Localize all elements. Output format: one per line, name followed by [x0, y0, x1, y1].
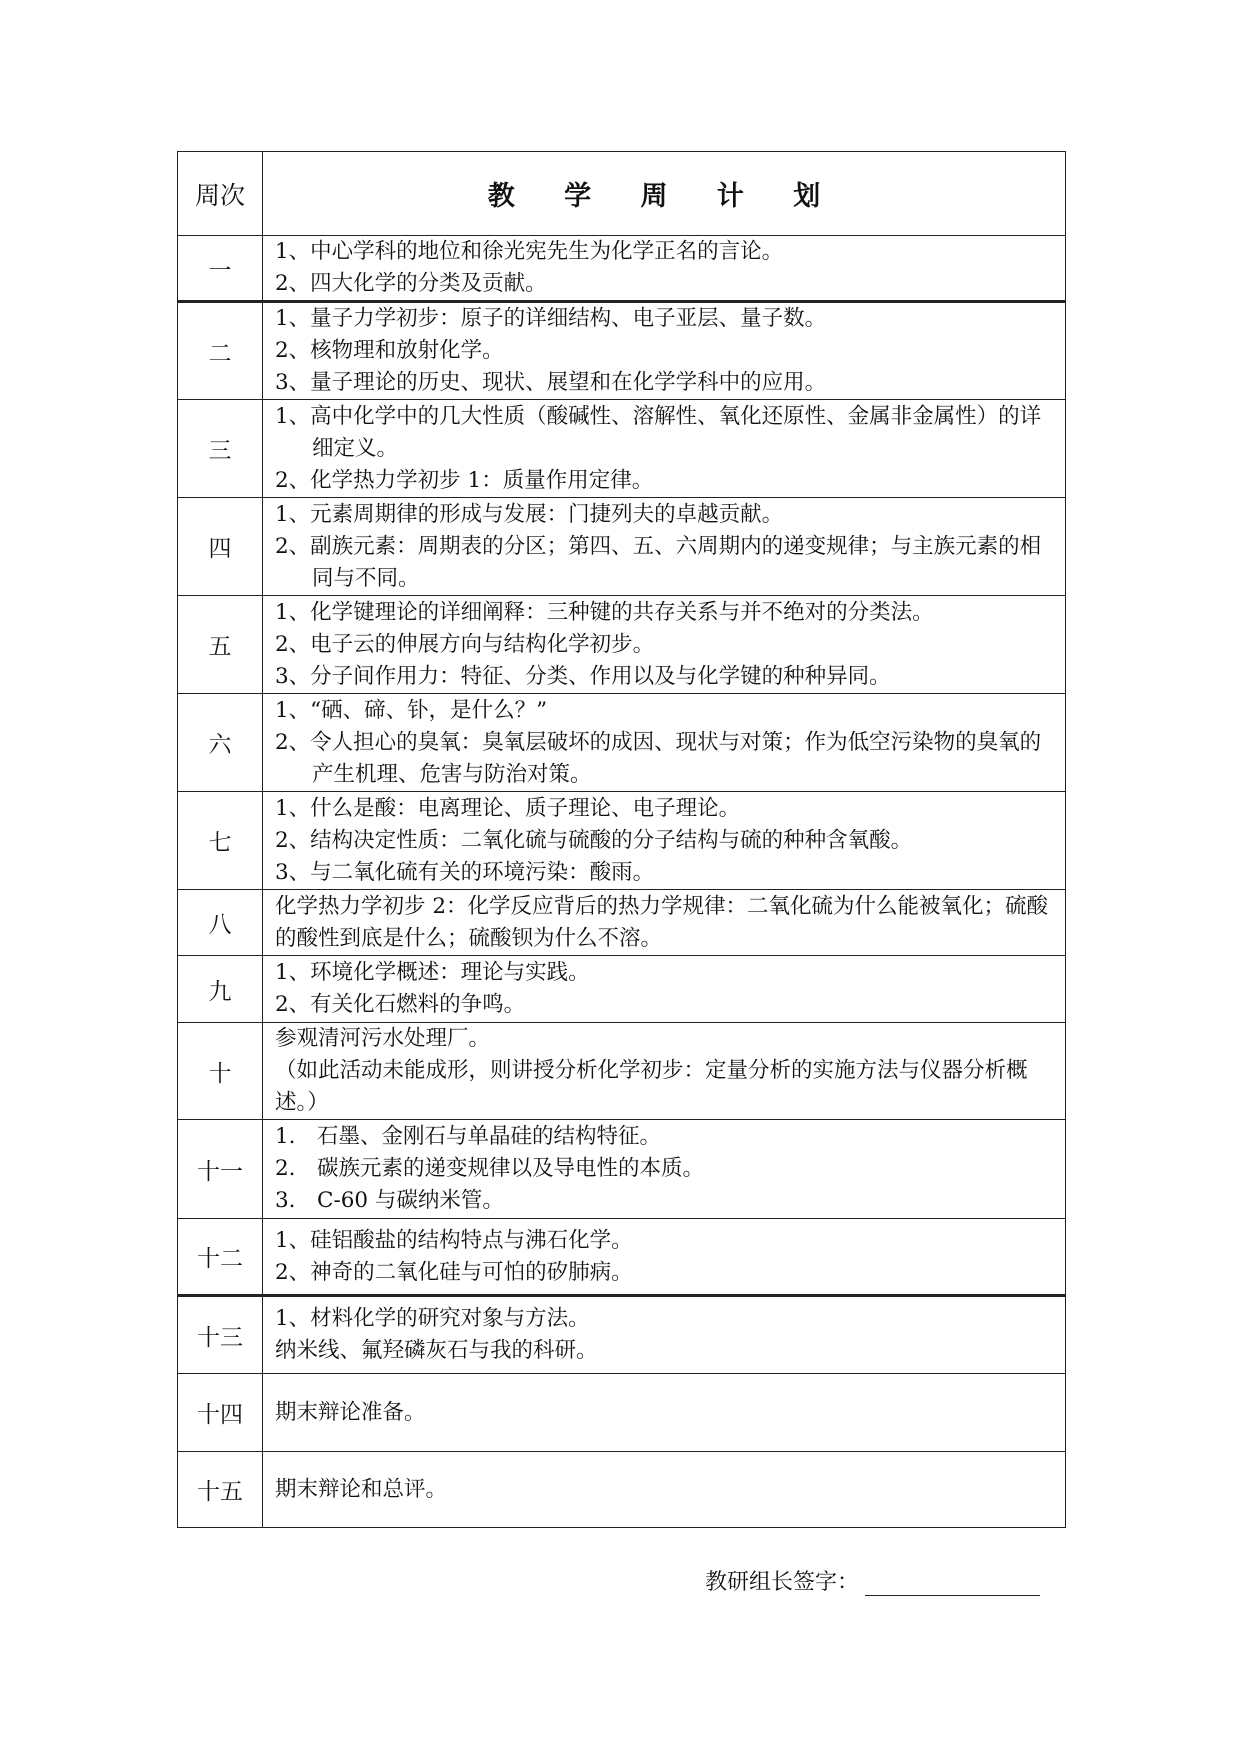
plan-line: 化学热力学初步 2：化学反应背后的热力学规律：二氧化硫为什么能被氧化；硫酸的酸性到底是什么；硫酸钡为什么不溶。 [275, 893, 1049, 951]
plan-line: 2、化学热力学初步 1：质量作用定律。 [275, 467, 654, 493]
plan-line: 3. C-60 与碳纳米管。 [275, 1188, 504, 1213]
table-row [178, 694, 1066, 792]
table-row [178, 792, 1066, 890]
signature-label: 教研组长签字： [705, 1570, 860, 1595]
plan-line: 2、结构决定性质：二氧化硫与硫酸的分子结构与硫的种种含氧酸。 [275, 827, 913, 853]
week-cell: 九 [178, 956, 263, 1023]
content-cell [263, 694, 1066, 792]
signature-line[interactable] [865, 1573, 1040, 1596]
week-cell: 六 [178, 694, 263, 792]
table-row [178, 596, 1066, 694]
table-row [178, 302, 1066, 400]
table-header-row [178, 152, 1066, 236]
week-cell: 七 [178, 792, 263, 890]
plan-line: 1、中心学科的地位和徐光宪先生为化学正名的言论。 [275, 239, 784, 264]
week-cell: 十四 [178, 1374, 263, 1452]
content-cell [263, 400, 1066, 498]
content-cell [263, 1023, 1066, 1120]
week-cell: 二 [178, 302, 263, 400]
plan-line: 期末辩论和总评。 [275, 1476, 448, 1502]
plan-line: （如此活动未能成形，则讲授分析化学初步：定量分析的实施方法与仪器分析概述。） [275, 1058, 1028, 1115]
plan-line: 1、硅铝酸盐的结构特点与沸石化学。 [275, 1227, 633, 1253]
plan-line: 2、电子云的伸展方向与结构化学初步。 [275, 631, 655, 657]
week-cell: 十 [178, 1023, 263, 1120]
week-cell: 三 [178, 400, 263, 498]
week-cell: 五 [178, 596, 263, 694]
content-cell [263, 792, 1066, 890]
plan-line: 3、量子理论的历史、现状、展望和在化学学科中的应用。 [275, 370, 827, 395]
plan-line: 2、四大化学的分类及贡献。 [275, 271, 547, 296]
plan-line: 2、有关化石燃料的争鸣。 [275, 992, 526, 1017]
content-cell [263, 1219, 1066, 1296]
plan-line: 2、副族元素：周期表的分区；第四、五、六周期内的递变规律；与主族元素的相同与不同。 [275, 533, 1042, 591]
plan-line: 2. 碳族元素的递变规律以及导电性的本质。 [275, 1156, 705, 1181]
content-cell [263, 302, 1066, 400]
table-row [178, 890, 1066, 956]
table-row [178, 1219, 1066, 1296]
content-cell [263, 236, 1066, 302]
content-cell [263, 1452, 1066, 1528]
plan-line: 1、材料化学的研究对象与方法。 [275, 1306, 590, 1331]
plan-line: 期末辩论准备。 [275, 1399, 426, 1425]
table-row [178, 400, 1066, 498]
plan-line: 1、化学键理论的详细阐释：三种键的共存关系与并不绝对的分类法。 [275, 599, 934, 625]
plan-title: 教 学 周 计 划 [263, 152, 1066, 236]
plan-line: 2、令人担心的臭氧：臭氧层破坏的成因、现状与对策；作为低空污染物的臭氧的产生机理、危害与防治对策。 [275, 729, 1042, 787]
plan-line: 1、元素周期律的形成与发展：门捷列夫的卓越贡献。 [275, 501, 784, 527]
table-row [178, 1452, 1066, 1528]
plan-line: 参观清河污水处理厂。 [275, 1026, 491, 1051]
plan-line: 纳米线、氟羟磷灰石与我的科研。 [275, 1338, 598, 1363]
plan-line: 1. 石墨、金刚石与单晶硅的结构特征。 [275, 1124, 662, 1149]
content-cell [263, 890, 1066, 956]
week-cell: 八 [178, 890, 263, 956]
table-row [178, 956, 1066, 1023]
plan-line: 2、神奇的二氧化硅与可怕的矽肺病。 [275, 1259, 633, 1285]
weekly-plan-table [177, 151, 1066, 1528]
week-cell: 十三 [178, 1296, 263, 1374]
table-row [178, 1120, 1066, 1219]
content-cell [263, 596, 1066, 694]
plan-line: 3、与二氧化硫有关的环境污染：酸雨。 [275, 859, 655, 885]
table-row [178, 236, 1066, 302]
plan-line: 1、高中化学中的几大性质（酸碱性、溶解性、氧化还原性、金属非金属性）的详细定义。 [275, 403, 1042, 461]
content-cell [263, 1120, 1066, 1219]
signature-area [705, 1565, 1040, 1596]
plan-line: 3、分子间作用力：特征、分类、作用以及与化学键的种种异同。 [275, 663, 891, 689]
plan-line: 1、量子力学初步：原子的详细结构、电子亚层、量子数。 [275, 306, 827, 331]
plan-line: 1、“硒、碲、钋，是什么？” [275, 697, 548, 723]
week-cell: 一 [178, 236, 263, 302]
content-cell [263, 956, 1066, 1023]
week-cell: 四 [178, 498, 263, 596]
week-cell: 十五 [178, 1452, 263, 1528]
plan-line: 1、什么是酸：电离理论、质子理论、电子理论。 [275, 795, 741, 821]
week-cell: 十二 [178, 1219, 263, 1296]
table-row [178, 1296, 1066, 1374]
content-cell [263, 1374, 1066, 1452]
week-column-header: 周次 [178, 152, 263, 236]
table-row [178, 1023, 1066, 1120]
table-row [178, 1374, 1066, 1452]
plan-line: 2、核物理和放射化学。 [275, 338, 504, 363]
table-row [178, 498, 1066, 596]
content-cell [263, 1296, 1066, 1374]
week-cell: 十一 [178, 1120, 263, 1219]
content-cell [263, 498, 1066, 596]
plan-line: 1、环境化学概述：理论与实践。 [275, 960, 590, 985]
